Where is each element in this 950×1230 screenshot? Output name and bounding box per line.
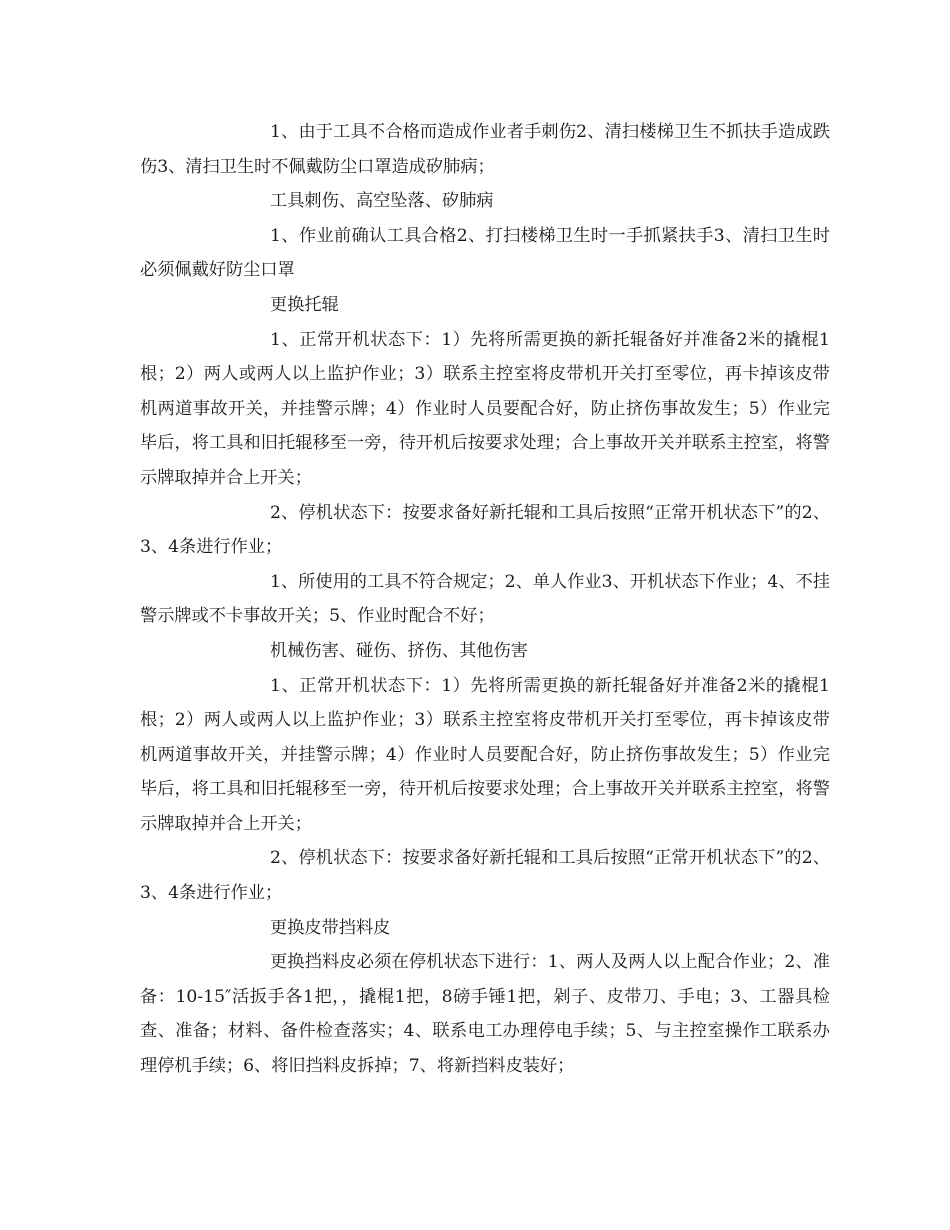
paragraph-idler-running-measures: 1、正常开机状态下：1）先将所需更换的新托辊备好并准备2米的撬棍1根；2）两人或两人以上监护作业；3）联系主控室将皮带机开关打至零位，再卡掉该皮带机两道事故开关，并挂警示牌；4）作业时人员要配合好，防止挤伤事故发生；5）作业完毕后，将工具和旧托辊移至一旁，待开机后按要求处理；合上事故开关并联系主控室，将警示牌取掉并合上开关； — [140, 675, 830, 834]
paragraph-skirt-rubber-procedure: 更换挡料皮必须在停机状态下进行：1、两人及两人以上配合作业；2、准备：10-15″活扳手各1把，，撬棍1把，8磅手锤1把，剁子、皮带刀、手电；3、工器具检查、准备；材料、备件检查落实；4、联系电工办理停电手续；5、与主控室操作工联系办理停机手续；6、将旧挡料皮拆掉；7、将新挡料皮装好； — [140, 952, 830, 1077]
document-body — [140, 115, 830, 1084]
paragraph-idler-stopped-measures: 2、停机状态下：按要求备好新托辊和工具后按照“正常开机状态下”的2、3、4条进行作业； — [140, 848, 830, 904]
paragraph-idler-stopped-procedure: 2、停机状态下：按要求备好新托辊和工具后按照“正常开机状态下”的2、3、4条进行作业； — [140, 502, 830, 558]
paragraph-control-measures-cleaning: 1、作业前确认工具合格2、打扫楼梯卫生时一手抓紧扶手3、清扫卫生时必须佩戴好防尘口罩 — [140, 225, 830, 281]
paragraph-idler-hazard-causes: 1、所使用的工具不符合规定；2、单人作业3、开机状态下作业；4、不挂警示牌或不卡事故开关；5、作业时配合不好； — [140, 571, 830, 627]
paragraph-hazard-causes-cleaning: 1、由于工具不合格而造成作业者手刺伤2、清扫楼梯卫生不抓扶手造成跌伤3、清扫卫生时不佩戴防尘口罩造成矽肺病； — [140, 122, 830, 177]
section-heading-replace-skirt-rubber: 更换皮带挡料皮 — [270, 917, 391, 938]
paragraph-idler-running-procedure: 1、正常开机状态下：1）先将所需更换的新托辊备好并准备2米的撬棍1根；2）两人或两人以上监护作业；3）联系主控室将皮带机开关打至零位，再卡掉该皮带机两道事故开关，并挂警示牌；4）作业时人员要配合好，防止挤伤事故发生；5）作业完毕后，将工具和旧托辊移至一旁，待开机后按要求处理；合上事故开关并联系主控室，将警示牌取掉并合上开关； — [140, 329, 830, 488]
section-heading-replace-idler: 更换托辊 — [270, 294, 339, 315]
paragraph-idler-hazard-types: 机械伤害、碰伤、挤伤、其他伤害 — [270, 640, 528, 661]
paragraph-hazard-types-cleaning: 工具刺伤、高空坠落、矽肺病 — [270, 191, 494, 212]
